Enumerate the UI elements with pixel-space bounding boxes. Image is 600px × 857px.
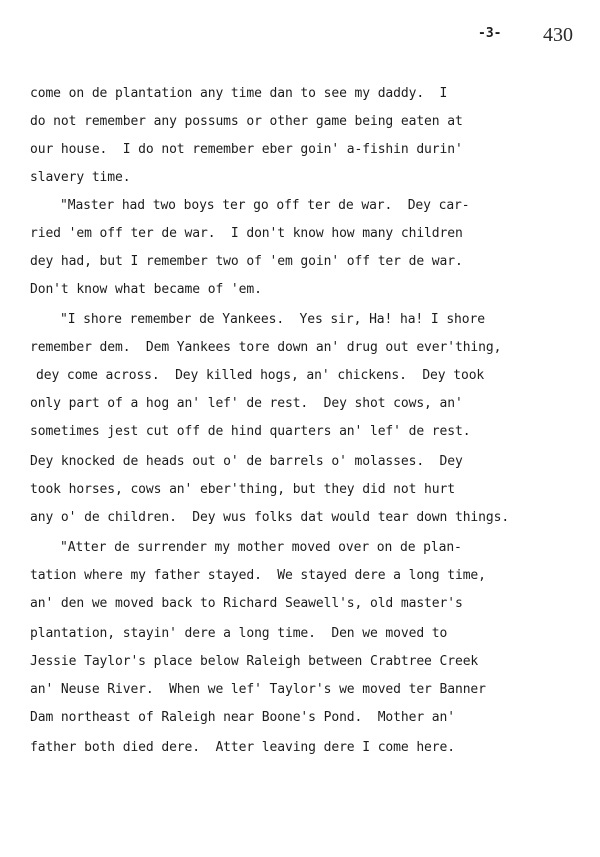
- text-line: Jessie Taylor's place below Raleigh between Crabtree Creek: [30, 654, 479, 669]
- text-line: "Atter de surrender my mother moved over on de plan-: [60, 540, 462, 555]
- text-line: Dam northeast of Raleigh near Boone's Pond. Mother an': [30, 710, 455, 725]
- text-line: plantation, stayin' dere a long time. Den we moved to: [30, 626, 448, 641]
- text-line: dey come across. Dey killed hogs, an' chickens. Dey took: [36, 368, 485, 383]
- page-number-stamped: 430: [543, 24, 573, 46]
- text-line: slavery time.: [30, 170, 131, 185]
- text-line: ried 'em off ter de war. I don't know how many children: [30, 226, 463, 241]
- page-header: [0, 20, 600, 50]
- text-line: Don't know what became of 'em.: [30, 282, 262, 297]
- text-line: do not remember any possums or other game being eaten at: [30, 114, 463, 129]
- text-line: come on de plantation any time dan to see my daddy. I: [30, 86, 448, 101]
- text-line: any o' de children. Dey wus folks dat would tear down things.: [30, 510, 510, 525]
- text-line: an' Neuse River. When we lef' Taylor's we moved ter Banner: [30, 682, 486, 697]
- page-number-typed: -3-: [478, 26, 502, 41]
- text-line: Dey knocked de heads out o' de barrels o' molasses. Dey: [30, 454, 463, 469]
- text-line: "Master had two boys ter go off ter de war. Dey car-: [60, 198, 470, 213]
- text-line: dey had, but I remember two of 'em goin' off ter de war.: [30, 254, 463, 269]
- text-line: father both died dere. Atter leaving dere I come here.: [30, 740, 455, 755]
- text-line: sometimes jest cut off de hind quarters an' lef' de rest.: [30, 424, 471, 439]
- text-line: an' den we moved back to Richard Seawell's, old master's: [30, 596, 463, 611]
- text-line: our house. I do not remember eber goin' a-fishin durin': [30, 142, 463, 157]
- text-line: "I shore remember de Yankees. Yes sir, Ha! ha! I shore: [60, 312, 485, 327]
- text-line: tation where my father stayed. We stayed dere a long time,: [30, 568, 486, 583]
- text-line: remember dem. Dem Yankees tore down an' drug out ever'thing,: [30, 340, 502, 355]
- text-line: only part of a hog an' lef' de rest. Dey shot cows, an': [30, 396, 463, 411]
- text-line: took horses, cows an' eber'thing, but they did not hurt: [30, 482, 455, 497]
